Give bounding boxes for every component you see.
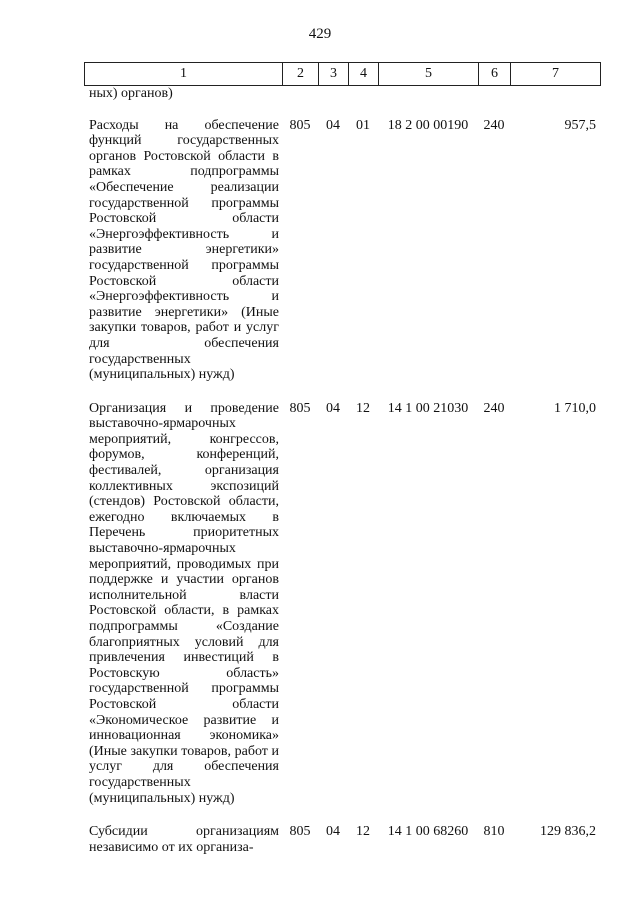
row-target-code: 14 1 00 68260	[387, 824, 469, 840]
row-section-code: 04	[326, 824, 340, 840]
column-header-4: 4	[349, 63, 379, 86]
row-subsection-code: 01	[356, 117, 370, 133]
continuation-text: ных) органов)	[89, 86, 173, 101]
column-header-5: 5	[379, 63, 479, 86]
row-amount: 129 836,2	[540, 824, 596, 840]
table-row	[84, 395, 600, 818]
row-section-code: 04	[326, 117, 340, 133]
column-header-3: 3	[319, 63, 349, 86]
row-section-code: 04	[326, 400, 340, 416]
row-description: Субсидии организациям независимо от их организа-	[89, 824, 279, 855]
column-header-row	[85, 63, 601, 86]
row-ministry-code: 805	[289, 400, 311, 416]
column-header-1: 1	[85, 63, 283, 86]
row-target-code: 18 2 00 00190	[387, 117, 469, 133]
row-expense-type: 240	[483, 400, 505, 416]
row-description: Расходы на обеспечение функций государственных органов Ростовской области в рамках подпрограммы «Обеспечение реализации государственной программы Ростовской области «Энергоэффективность и развитие энергетики» государственной программы Ростовской области «Энергоэффективность и развитие энергетики» (Иные закупки товаров, работ и услуг для обеспечения государственных (муниципальных) нужд)	[89, 117, 279, 383]
column-header-table	[84, 62, 601, 86]
table-row	[84, 112, 600, 395]
row-subsection-code: 12	[356, 824, 370, 840]
row-subsection-code: 12	[356, 400, 370, 416]
budget-table	[84, 86, 600, 867]
column-header-2: 2	[283, 63, 319, 86]
continuation-row	[84, 86, 600, 112]
row-expense-type: 810	[483, 824, 505, 840]
row-ministry-code: 805	[289, 824, 311, 840]
column-header-7: 7	[511, 63, 601, 86]
column-header-6: 6	[479, 63, 511, 86]
row-amount: 1 710,0	[554, 400, 596, 416]
row-amount: 957,5	[564, 117, 596, 133]
row-target-code: 14 1 00 21030	[387, 400, 469, 416]
row-description: Организация и проведение выставочно-ярмарочных мероприятий, конгрессов, форумов, конференций, фестивалей, организация коллективных экспозиций (стендов) Ростовской области, ежегодно включаемых в Перечень приоритетных выставочно-ярмарочных мероприятий, проводимых при поддержке и участии органов исполнительной власти Ростовской области, в рамках подпрограммы «Создание благоприятных условий для привлечения инвестиций в Ростовскую область» государственной программы Ростовской области «Экономическое развитие и инновационная экономика» (Иные закупки товаров, работ и услуг для обеспечения государственных (муниципальных) нужд)	[89, 400, 279, 806]
page-number: 429	[308, 26, 332, 42]
row-ministry-code: 805	[289, 117, 311, 133]
table-row	[84, 818, 600, 867]
row-expense-type: 240	[483, 117, 505, 133]
